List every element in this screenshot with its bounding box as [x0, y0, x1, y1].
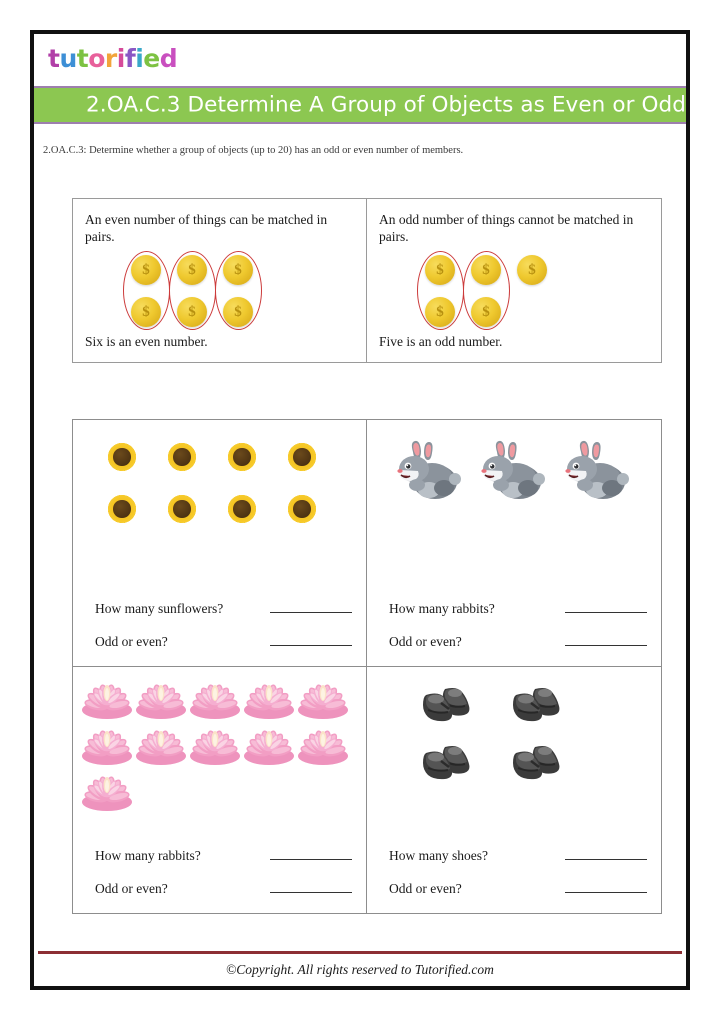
- sunflower-icon: [223, 438, 261, 476]
- count-question-row: [73, 847, 366, 864]
- coin-icon: [223, 297, 253, 327]
- coin-icon: [425, 297, 455, 327]
- banner-title: 2.OA.C.3 Determine A Group of Objects as Even or Odd: [86, 92, 686, 118]
- exercise-cell-3: [73, 667, 367, 914]
- rabbit-icon: [473, 440, 545, 506]
- logo-letter-3: o: [88, 44, 105, 73]
- objects-illustration: [367, 667, 661, 817]
- footer-divider: [38, 951, 682, 954]
- count-answer-blank[interactable]: [565, 847, 647, 860]
- sunflower-icon: [283, 438, 321, 476]
- standard-banner: [34, 86, 686, 124]
- coin-icon: [177, 297, 207, 327]
- objects-illustration: [367, 420, 661, 570]
- count-question: How many rabbits?: [389, 600, 495, 616]
- header-logo-area: [34, 34, 686, 84]
- lotus-flower-icon: [297, 723, 349, 767]
- shoes-icon: [415, 741, 477, 785]
- oddeven-question-row: [73, 633, 366, 650]
- logo-letter-8: e: [143, 44, 160, 73]
- oddeven-question-row: [367, 633, 661, 650]
- oddeven-question: Odd or even?: [389, 633, 462, 649]
- count-answer-blank[interactable]: [565, 600, 647, 613]
- shoes-icon: [505, 683, 567, 727]
- odd-coins-illustration: [367, 251, 661, 331]
- coin-icon: [177, 255, 207, 285]
- count-question-row: [73, 600, 366, 617]
- oddeven-answer-blank[interactable]: [565, 633, 647, 646]
- oddeven-answer-blank[interactable]: [565, 880, 647, 893]
- question-answer-area: [73, 847, 366, 897]
- sunflower-icon: [103, 438, 141, 476]
- shoes-icon: [505, 741, 567, 785]
- logo-letter-5: i: [116, 44, 125, 73]
- sunflower-icon: [163, 490, 201, 528]
- lotus-flower-icon: [81, 769, 133, 813]
- count-question: How many shoes?: [389, 848, 488, 863]
- count-answer-blank[interactable]: [270, 847, 352, 860]
- logo-letter-7: i: [135, 44, 144, 73]
- rabbit-icon: [389, 440, 461, 506]
- question-answer-area: [367, 600, 661, 650]
- exercise-cell-4: [367, 667, 661, 914]
- sunflower-icon: [103, 490, 141, 528]
- lotus-flower-icon: [297, 677, 349, 721]
- lotus-flower-icon: [189, 723, 241, 767]
- example-odd-conclusion: Five is an odd number.: [379, 334, 503, 349]
- objects-illustration: [73, 667, 366, 817]
- examples-table: [72, 198, 662, 363]
- example-even-conclusion: Six is an even number.: [85, 334, 208, 349]
- lotus-flower-icon: [81, 677, 133, 721]
- coin-icon: [471, 297, 501, 327]
- count-question: How many sunflowers?: [95, 600, 224, 616]
- oddeven-question-row: [73, 880, 366, 897]
- logo-letter-6: f: [124, 44, 136, 73]
- shoes-icon: [415, 683, 477, 727]
- count-question-row: [367, 847, 661, 864]
- lotus-flower-icon: [81, 723, 133, 767]
- example-even-cell: [73, 199, 367, 362]
- footer-copyright: ©Copyright. All rights reserved to Tutorified.com: [226, 962, 494, 977]
- logo-letter-2: t: [76, 44, 89, 73]
- coin-icon: [131, 255, 161, 285]
- lotus-flower-icon: [189, 677, 241, 721]
- oddeven-answer-blank[interactable]: [270, 633, 352, 646]
- coin-icon: [471, 255, 501, 285]
- logo-letter-1: u: [59, 44, 77, 73]
- lotus-flower-icon: [243, 677, 295, 721]
- sunflower-icon: [223, 490, 261, 528]
- coin-icon: [223, 255, 253, 285]
- logo-letter-9: d: [159, 44, 178, 73]
- example-odd-intro: An odd number of things cannot be matched in pairs.: [379, 212, 634, 245]
- question-answer-area: [73, 600, 366, 650]
- example-odd-cell: [367, 199, 661, 362]
- lotus-flower-icon: [135, 677, 187, 721]
- coin-icon: [517, 255, 547, 285]
- oddeven-question: Odd or even?: [95, 881, 168, 896]
- sunflower-icon: [163, 438, 201, 476]
- question-answer-area: [367, 847, 661, 897]
- exercise-table: [72, 419, 662, 914]
- even-coins-illustration: [73, 251, 366, 331]
- lotus-flower-icon: [243, 723, 295, 767]
- oddeven-question: Odd or even?: [95, 633, 168, 649]
- count-answer-blank[interactable]: [270, 600, 352, 613]
- standard-description: 2.OA.C.3: Determine whether a group of objects (up to 20) has an odd or even number of members.: [43, 145, 464, 156]
- oddeven-question-row: [367, 880, 661, 897]
- worksheet-page: [30, 30, 690, 990]
- oddeven-answer-blank[interactable]: [270, 880, 352, 893]
- exercise-cell-1: [73, 420, 367, 667]
- example-even-intro: An even number of things can be matched in pairs.: [85, 212, 328, 245]
- coin-icon: [131, 297, 161, 327]
- exercise-cell-2: [367, 420, 661, 667]
- sunflower-icon: [283, 490, 321, 528]
- oddeven-question: Odd or even?: [389, 881, 462, 896]
- objects-illustration: [73, 420, 366, 570]
- rabbit-icon: [557, 440, 629, 506]
- logo-letter-0: t: [48, 44, 60, 73]
- logo-letter-4: r: [104, 44, 117, 73]
- count-question-row: [367, 600, 661, 617]
- coin-icon: [425, 255, 455, 285]
- lotus-flower-icon: [135, 723, 187, 767]
- tutorified-logo: [48, 46, 177, 71]
- count-question: How many rabbits?: [95, 848, 201, 863]
